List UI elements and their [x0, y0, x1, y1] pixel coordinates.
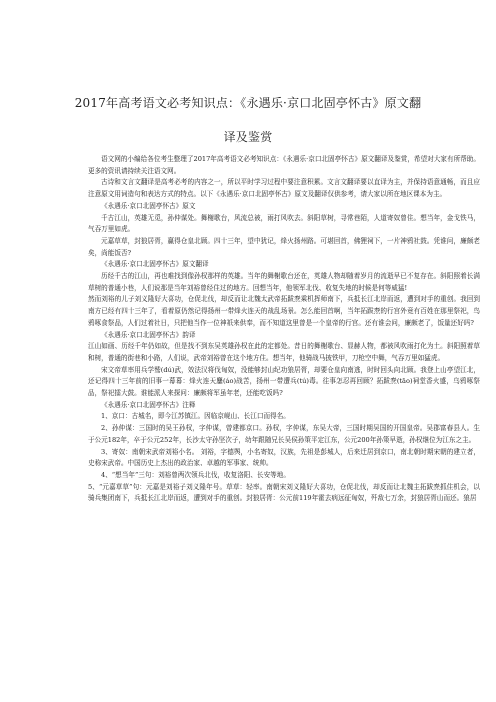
document-body	[88, 154, 480, 505]
paragraph: 语文网的小编给各位考生整理了2017年高考语文必考知识点：《永遇乐·京口北固亭怀古》原文翻译及鉴赏，希望对大家有所帮助。更多的资讯请持续关注语文网。	[88, 155, 480, 175]
paragraph: 千古江山，英雄无觅，孙仲谋处。舞榭歌台，风流总被，雨打风吹去。斜阳草树，寻常巷陌，人道寄奴曾住。想当年，金戈铁马，气吞万里如虎。	[88, 213, 480, 234]
paragraph: 宋文帝草率用兵学鹫(dú)武，效法汉将伐匈奴，没能够封山纪功狼居胥，却要仓皇向南逃，时时回头向北顾。我登上山亭望江北，还记得四十三年前的旧事一幕幕：烽火连天鏖(áo)战苦，扬州一带遭兵(tú)毒。往事怎忍再回顾？拓跋焘(tāo)祠堂香火盛，乌鸦啄祭品，祭祀擂大鼓。谁能派人来探问：廉颇将军虽年老，还能吃饭吗?	[88, 365, 480, 398]
paragraph: 《永遇乐·京口北固亭怀古》原文	[101, 201, 196, 210]
paragraph: 2、孙仲谋：三国时的吴王孙权，字仲谋，曾建都京口。孙权，字仲谋，东吴大帝，三国时期吴国的开国皇帝。吴郡富春县人。生于公元182年，卒于公元252年，长沙太守孙坚次子，幼年跟随兄长吴侯孙策平定江东，公元200年孙策早逝，孙权继位为江东之主。	[88, 424, 480, 444]
paragraph: 古诗和文言文翻译是高考必考的内容之一，所以平时学习过程中要注意积累。文言文翻译要以直译为主，并保持语意通畅，而且应注意原文用词造句和表达方式的特点。以下《永遇乐·京口北固亭怀古》原文及翻译仅供参考，请大家以所在地区课本为主。	[88, 178, 480, 199]
paragraph: 1、京口：古城名，即今江苏镇江。因临京岘山、长江口而得名。	[101, 412, 290, 421]
document-title-line2: 译及鉴赏	[223, 130, 273, 144]
paragraph: 元嘉草草，封狼居胥，赢得仓皇北顾。四十三年，望中犹记，烽火扬州路。可堪回首，佛狸祠下，一片神鸦社鼓。凭谁问，廉颇老矣，尚能饭否?	[88, 236, 480, 257]
paragraph: 历经千古的江山，再也难找到像孙权那样的英雄。当年的舞榭歌台还在，英雄人物却随着岁月的流逝早已不复存在。斜阳照着长满草树的普通小巷，人们说那是当年刘裕曾经住过的地方。回想当年，他领军北伐、收复失地的时候是何等威猛!	[88, 272, 480, 292]
document-title-line1: 2017年高考语文必考知识点：《永遇乐·京口北固亭怀古》原文翻	[74, 96, 422, 110]
paragraph: 《永遇乐·京口北固亭怀古》原文翻译	[101, 260, 209, 269]
paragraph: 4、“想当年”三句：刘裕曾两次领兵北伐，收复洛阳、长安等地。	[101, 470, 290, 479]
paragraph: 然而刘裕的儿子刘义隆好大喜功，仓促北伐，却反而让北魏太武帝拓跋焘乘机挥师南下，兵抵长江北岸而返，遭到对手的重创。我回到南方已经有四十三年了，看着原仍然记得扬州一带烽火连天的战乱场景。怎么能回首啊，当年拓跋焘的行宫外竟有百姓在那里祭祀，鸟鸦啄食祭品，人们过着社日，只把他当作一位神祇来供奉，而不知道这里曾是一个皇帝的行宫。还有谁会问，廉颇老了，饭量还好吗?	[88, 295, 480, 327]
paragraph: 江山如画、历经千年仍如故，但是找不到东吴英雄孙权在此的定都处。昔日的舞榭歌台、显赫人物，都被风吹雨打化为土。斜阳照着草和树，普通的街巷和小路，人们说，武帝刘裕曾在这个地方住。想当年，他骑战马披铁甲，刀枪空中舞，气吞万里如猛虎。	[88, 342, 480, 362]
paragraph: 《永遇乐·京口北固亭怀古》韵译	[101, 330, 196, 339]
paragraph: 3、寄奴：南朝宋武帝刘裕小名。 刘裕，字德舆，小名寄奴，汉族，先祖是彭城人，后来迁居到京口，南北朝时期宋朝的建立者，史称宋武帝。中国历史上杰出的政治家、卓越的军事家、统帅。	[88, 447, 480, 468]
paragraph: 《永遇乐·京口北固亭怀古》注释	[101, 400, 196, 409]
paragraph: 5、“元嘉草草”句：元嘉是刘裕子刘义隆年号。草草：轻率。南朝宋刘义隆好大喜功，仓促北伐，却反而让北魏主拓跋焘抓住机会，以骑兵集团南下，兵抵长江北岸而返，遭到对手的重创。封狼居胥：公元前119年霍去病远征匈奴，歼敌七万余，封狼居胥山而还。狼居	[88, 482, 480, 503]
